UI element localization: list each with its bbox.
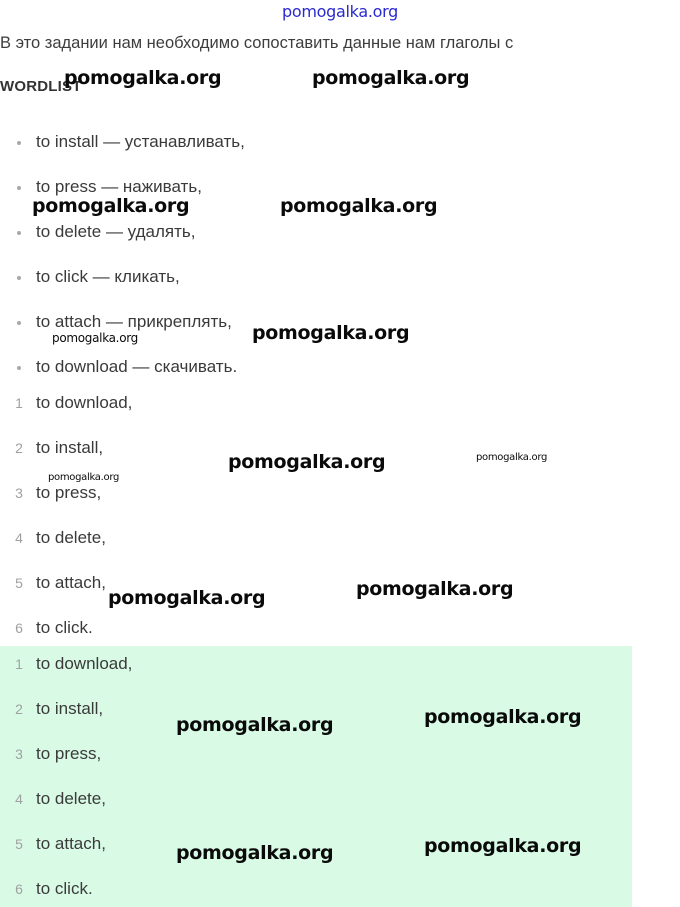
intro-text: В это задании нам необходимо сопоставить данные нам глаголы с (0, 34, 514, 52)
watermark: pomogalka.org (48, 472, 120, 483)
watermark: pomogalka.org (108, 587, 266, 609)
answer-item: 2 to install, (15, 699, 104, 718)
watermark: pomogalka.org (176, 842, 334, 864)
exercise-item: 6 to click. (15, 618, 93, 637)
watermark: pomogalka.org (280, 195, 438, 217)
bullet-dot-icon (17, 321, 21, 325)
answer-item: 5 to attach, (15, 834, 106, 853)
watermark: pomogalka.org (476, 452, 548, 463)
wordlist-item: to install — устанавливать, (0, 132, 620, 156)
exercise-item: 1 to download, (15, 393, 133, 412)
watermark: pomogalka.org (424, 835, 582, 857)
watermark: pomogalka.org (52, 331, 138, 345)
bullet-dot-icon (17, 141, 21, 145)
watermark: pomogalka.org (176, 714, 334, 736)
bullet-dot-icon (17, 276, 21, 280)
wordlist-item: to delete — удалять, (0, 222, 620, 246)
wordlist-item: to download — скачивать. (0, 357, 620, 381)
watermark: pomogalka.org (356, 578, 514, 600)
watermark: pomogalka.org (312, 67, 470, 89)
site-header-link[interactable]: pomogalka.org (282, 2, 398, 21)
exercise-item: 3 to press, (15, 483, 102, 502)
watermark: pomogalka.org (64, 67, 222, 89)
answer-item: 1 to download, (15, 654, 133, 673)
exercise-item: 4 to delete, (15, 528, 106, 547)
answer-panel (0, 646, 632, 907)
exercise-item: 2 to install, (15, 438, 104, 457)
watermark: pomogalka.org (32, 195, 190, 217)
bullet-dot-icon (17, 231, 21, 235)
exercise-item: 5 to attach, (15, 573, 106, 592)
watermark: pomogalka.org (424, 706, 582, 728)
bullet-dot-icon (17, 366, 21, 370)
watermark: pomogalka.org (252, 322, 410, 344)
answer-item: 3 to press, (15, 744, 102, 763)
wordlist-item: to click — кликать, (0, 267, 620, 291)
wordlist-item: to press — наживать, (0, 177, 620, 201)
wordlist-item: to attach — прикреплять, (0, 312, 620, 336)
watermark: pomogalka.org (228, 451, 386, 473)
answer-item: 6 to click. (15, 879, 93, 898)
bullet-dot-icon (17, 186, 21, 190)
wordlist-heading: WORDLIST (0, 78, 82, 95)
answer-item: 4 to delete, (15, 789, 106, 808)
